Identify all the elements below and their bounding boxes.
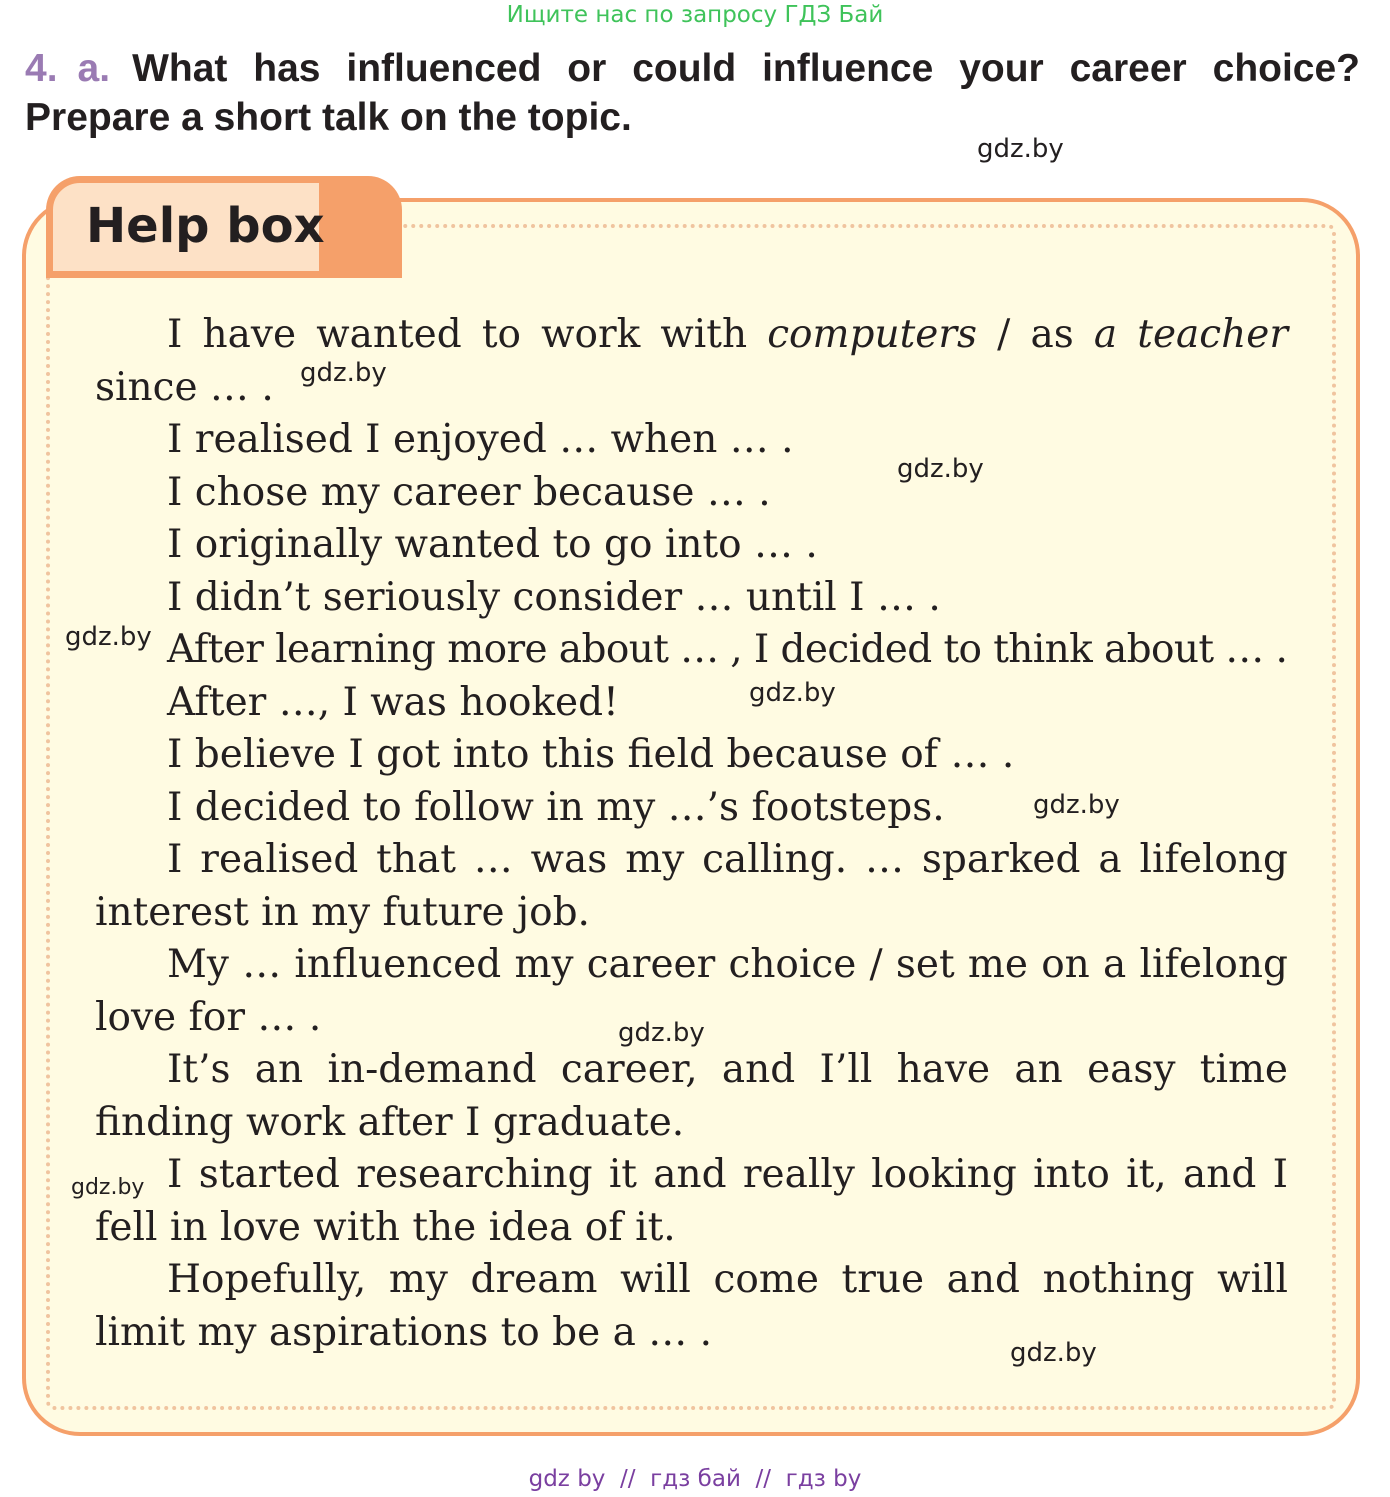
help-box-title: Help box: [86, 198, 325, 254]
phrase-1-italic-computers: computers: [767, 312, 978, 357]
task-line-1: [25, 44, 1360, 93]
phrase: I started researching it and really looking into it, and I fell in love with the idea of it.: [95, 1152, 1288, 1250]
watermark: gdz.by: [300, 358, 387, 388]
watermark: gdz.by: [1010, 1338, 1097, 1368]
phrase: I chose my career because … .: [167, 469, 771, 515]
task-letter: a.: [77, 47, 111, 90]
phrase: It’s an in-demand career, and I’ll have an easy time finding work after I graduate.: [95, 1047, 1288, 1145]
phrase-1-italic-teacher: a teacher: [1093, 312, 1288, 357]
phrase: I decided to follow in my …’s footsteps.: [167, 784, 945, 830]
task-instruction: Prepare a short talk on the topic.: [25, 96, 632, 139]
task-number: 4.: [25, 47, 58, 90]
help-box-content: [95, 309, 1288, 1359]
watermark: gdz.by: [618, 1018, 705, 1048]
phrase-1: [95, 309, 1288, 362]
phrase: After learning more about … , I decided to think about … .: [167, 627, 1288, 672]
task-heading: [25, 44, 1360, 142]
phrase: I didn’t seriously consider … until I … .: [167, 574, 941, 620]
phrase: I realised I enjoyed … when … .: [167, 417, 794, 462]
phrase: Hopefully, my dream will come true and nothing will limit my aspirations to be a … .: [95, 1257, 1288, 1355]
watermark: gdz.by: [65, 622, 152, 652]
phrase: My … influenced my career choice / set me on a lifelong love for … .: [95, 942, 1288, 1040]
watermark: gdz.by: [977, 134, 1064, 164]
phrase: I believe I got into this field because of … .: [167, 732, 1015, 777]
phrase: After …, I was hooked!: [167, 679, 619, 725]
phrase: I realised that … was my calling. … sparked a lifelong interest in my future job.: [95, 837, 1288, 935]
bottom-banner: gdz by // гдз бай // гдз by: [528, 1466, 862, 1492]
watermark: gdz.by: [749, 678, 836, 708]
phrase-1-part-c: / as: [977, 312, 1094, 357]
phrase: I originally wanted to go into … .: [167, 522, 818, 567]
task-question: What has influenced or could influence your career choice?: [132, 47, 1360, 90]
phrase-1-part-a: I have wanted to work with: [167, 312, 768, 357]
watermark: gdz.by: [71, 1175, 145, 1200]
top-banner: Ищите нас по запросу ГДЗ Бай: [506, 2, 884, 28]
watermark: gdz.by: [897, 454, 984, 484]
watermark: gdz.by: [1033, 790, 1120, 820]
phrase-1-end: since … .: [95, 364, 274, 410]
